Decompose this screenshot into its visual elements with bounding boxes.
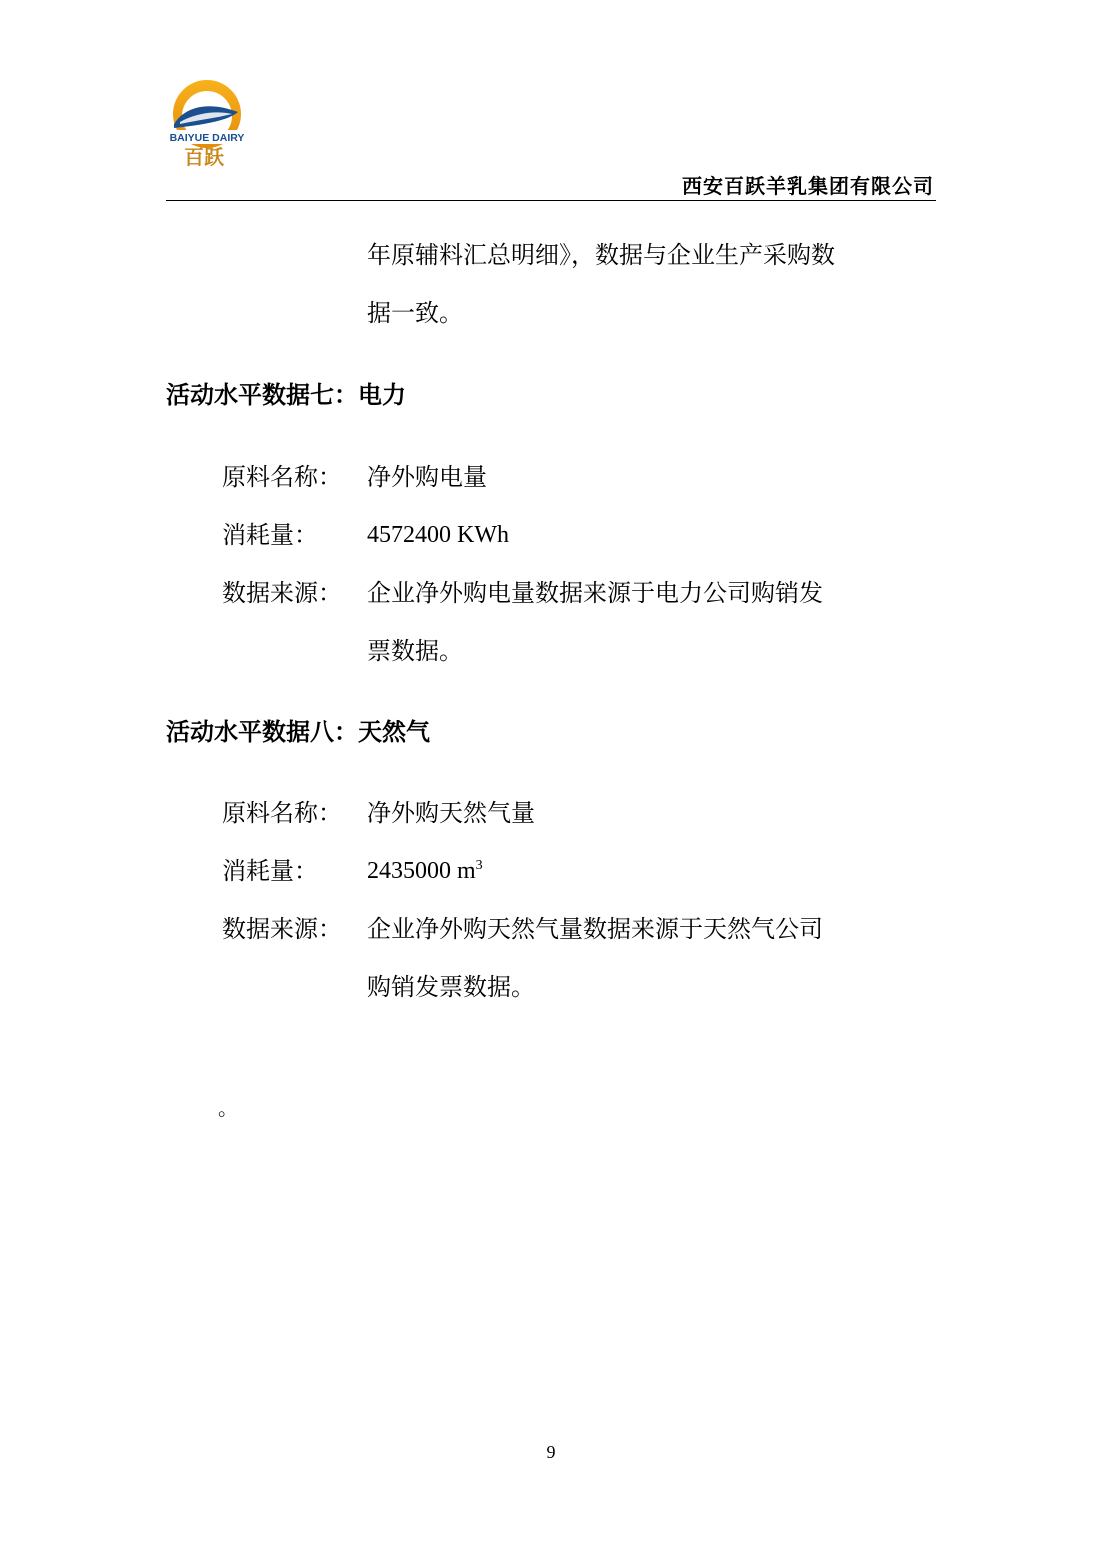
header-divider [166,200,936,201]
section-8-consumption-label: 消耗量： [222,857,318,885]
section-8-name-label: 原料名称： [222,799,342,827]
continuation-line-1: 年原辅料汇总明细》，数据与企业生产采购数 [367,241,835,269]
page-number: 9 [546,1442,556,1462]
company-logo [166,78,248,170]
section-7-source-line-1: 企业净外购电量数据来源于电力公司购销发 [367,579,823,607]
section-8-source-label: 数据来源： [222,915,342,943]
section-8-source-line-2: 购销发票数据。 [367,973,535,1001]
section-7-consumption-label: 消耗量： [222,521,318,549]
logo-text-en: BAIYUE DAIRY [169,132,245,144]
section-7-source-label: 数据来源： [222,579,342,607]
section-7-consumption-value: 4572400 KWh [367,522,509,548]
company-name: 西安百跃羊乳集团有限公司 [682,174,934,198]
section-8-consumption-value [367,856,483,886]
logo-text-cn: 百跃 [184,145,224,169]
section-7-heading: 活动水平数据七：电力 [166,381,406,409]
section-8-heading: 活动水平数据八：天然气 [166,718,430,746]
section-7-source-line-2: 票数据。 [367,637,463,665]
section-8-source-line-1: 企业净外购天然气量数据来源于天然气公司 [367,915,823,943]
section-7-name-label: 原料名称： [222,463,342,491]
section-8-consumption-unit-exponent: 3 [475,858,483,873]
continuation-line-2: 据一致。 [367,299,463,327]
section-8-name-value: 净外购天然气量 [367,799,535,827]
section-8-consumption-number: 2435000 m [367,858,476,884]
section-7-name-value: 净外购电量 [367,463,487,491]
stray-punctuation: 。 [218,1096,238,1120]
